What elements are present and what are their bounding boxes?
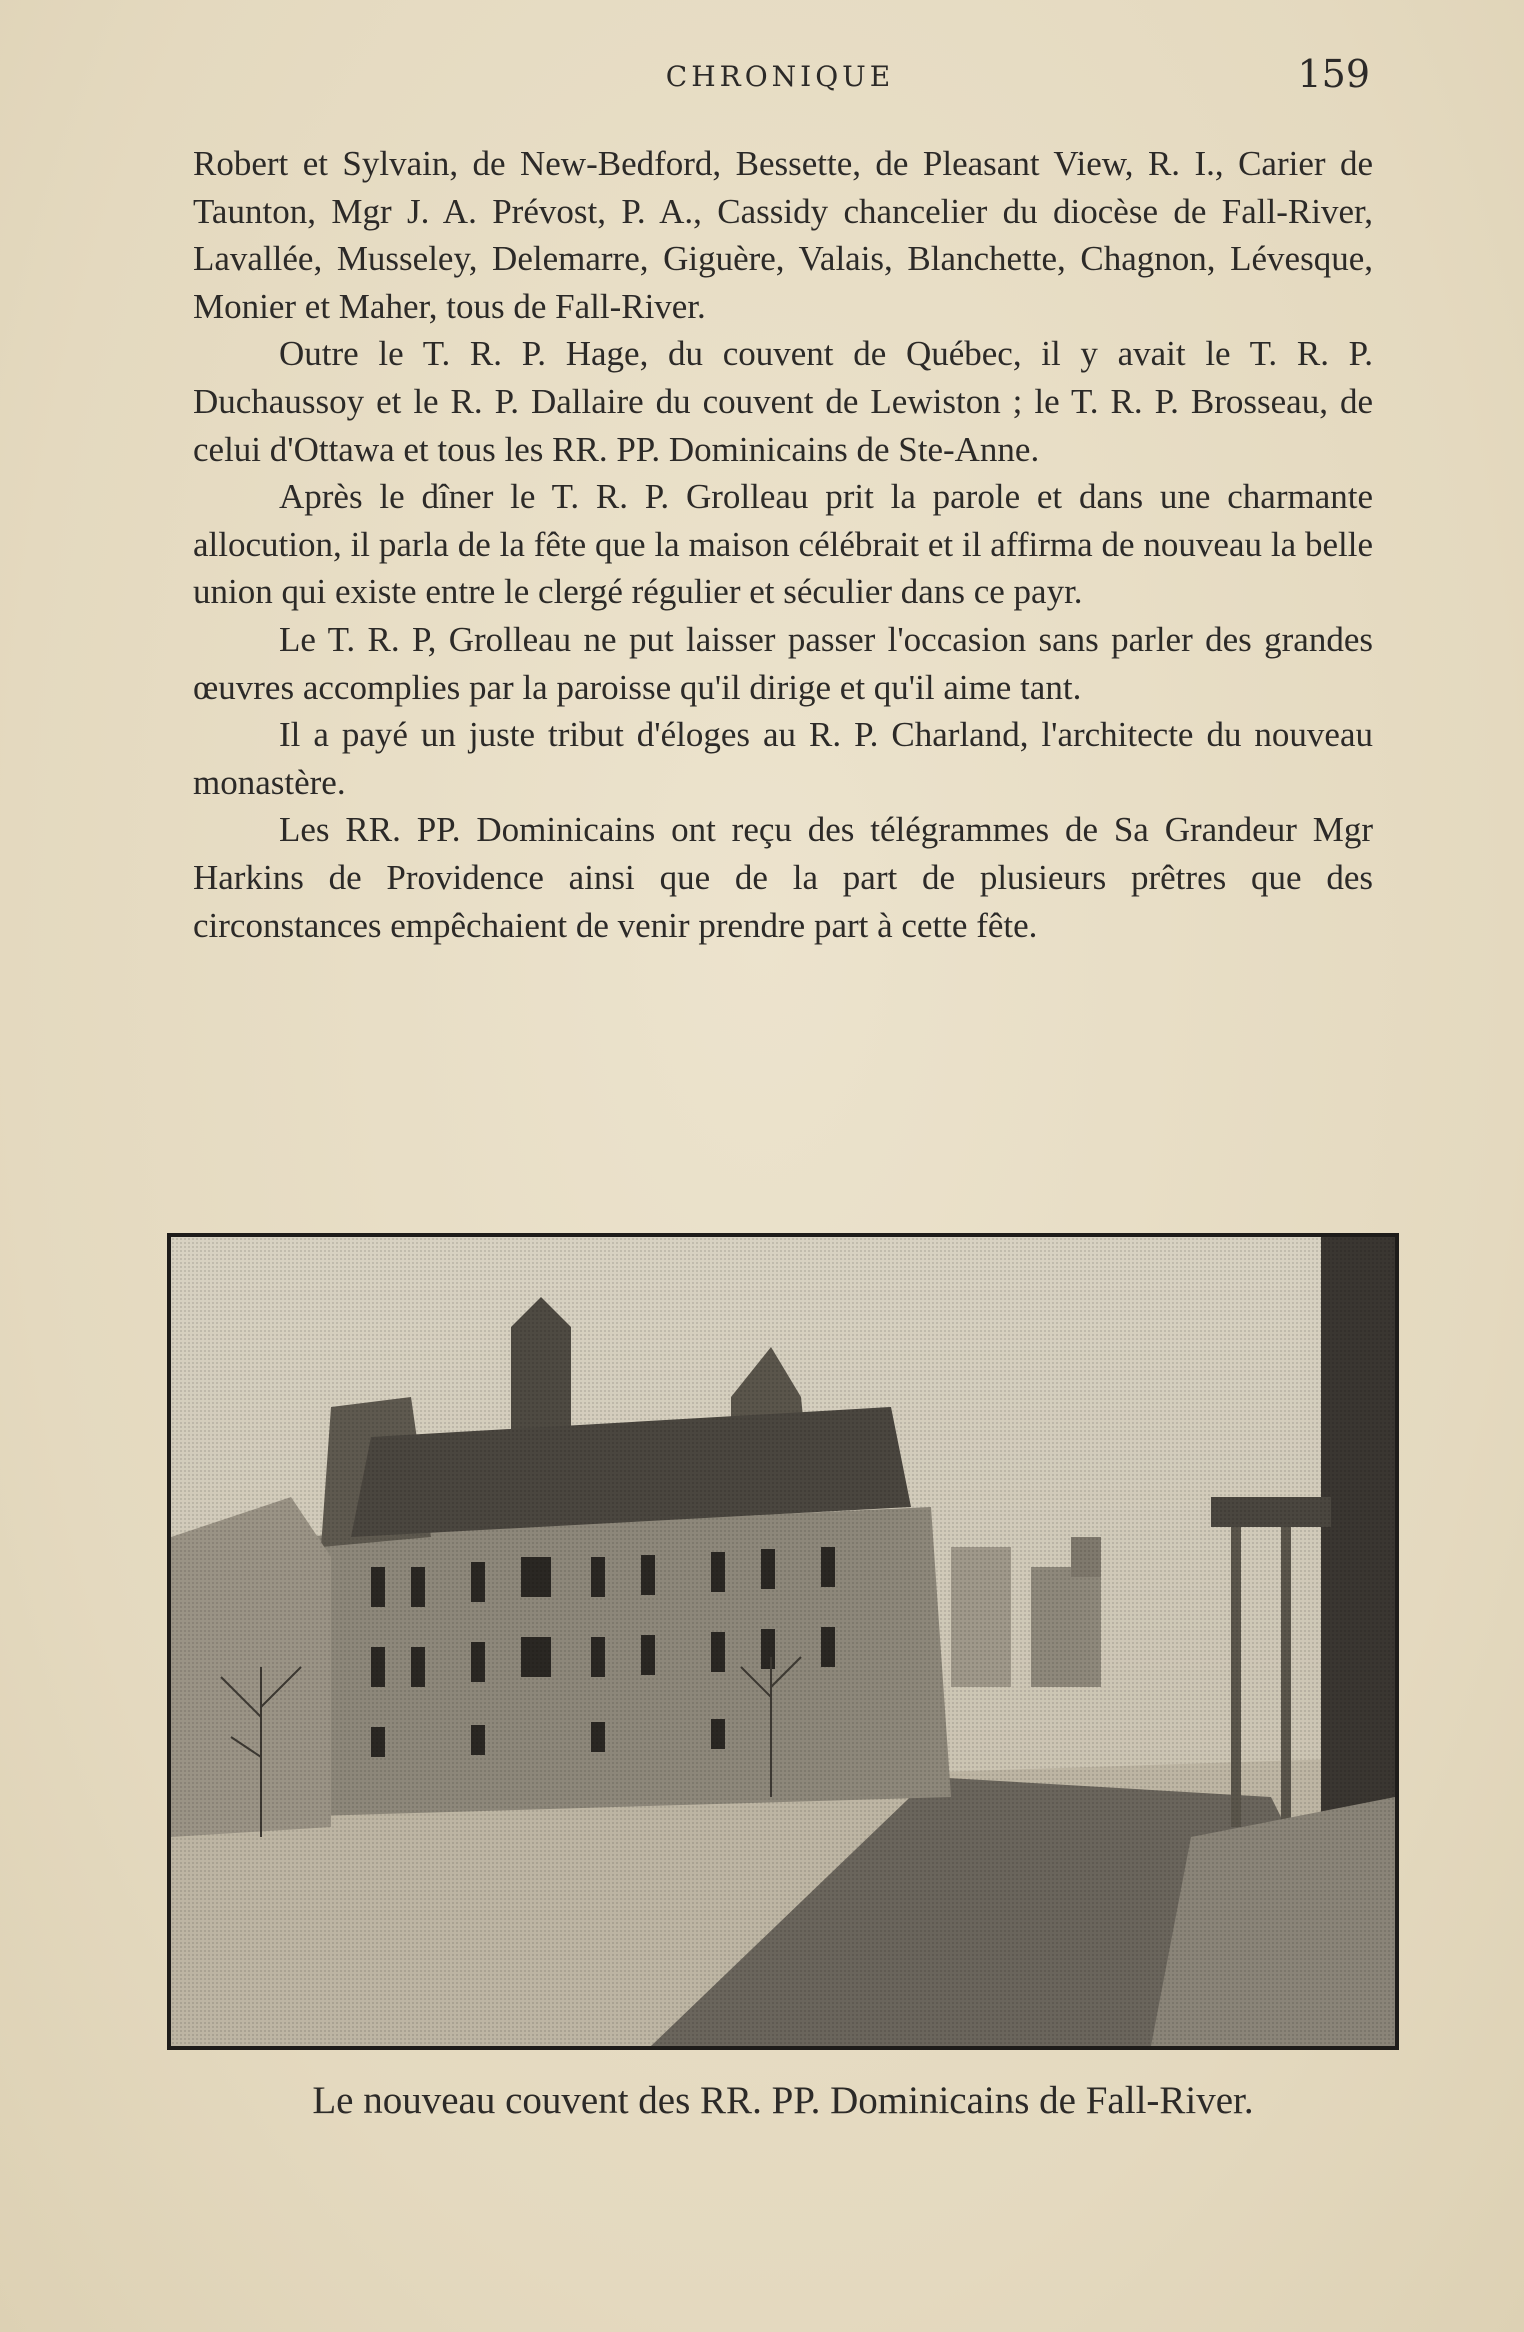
convent-photograph [167, 1233, 1399, 2050]
paragraph: Les RR. PP. Dominicains ont reçu des télégrammes de Sa Grandeur Mgr Harkins de Providence ainsi que de la part de plusieurs prêtres que des circonstances empêchaient de venir prendre part à cette fête. [193, 810, 1373, 945]
running-head [190, 52, 1370, 102]
paragraph: Le T. R. P, Grolleau ne put laisser passer l'occasion sans parler des grandes œuvres accomplies par la paroisse qu'il dirige et qu'il aime tant. [193, 619, 1373, 707]
paragraph: Robert et Sylvain, de New-Bedford, Bessette, de Pleasant View, R. I., Carier de Taunton, Mgr J. A. Prévost, P. A., Cassidy chancelier du diocèse de Fall-River, Lavallée, Musseley, Delemarre, Giguère, Valais, Blanchette, Chagnon, Lévesque, Monier et Maher, tous de Fall-River. [193, 144, 1373, 326]
paragraph: Après le dîner le T. R. P. Grolleau prit la parole et dans une charmante allocution, il parla de la fête que la maison célébrait et il affirma de nouveau la belle union qui existe entre le clergé régulier et séculier dans ce payr. [193, 477, 1373, 612]
paragraph: Outre le T. R. P. Hage, du couvent de Québec, il y avait le T. R. P. Duchaussoy et le R. P. Dallaire du couvent de Lewiston ; le T. R. P. Brosseau, de celui d'Ottawa et tous les RR. PP. Dominicains de Ste-Anne. [193, 334, 1373, 469]
page-number: 159 [1297, 52, 1370, 96]
convent-photo-illustration [171, 1237, 1395, 2046]
body-text [193, 140, 1373, 949]
running-title: CHRONIQUE [665, 60, 895, 93]
figure-caption: Le nouveau couvent des RR. PP. Dominicains de Fall-River. [312, 2079, 1254, 2122]
paragraph: Il a payé un juste tribut d'éloges au R. P. Charland, l'architecte du nouveau monastère. [193, 715, 1373, 802]
